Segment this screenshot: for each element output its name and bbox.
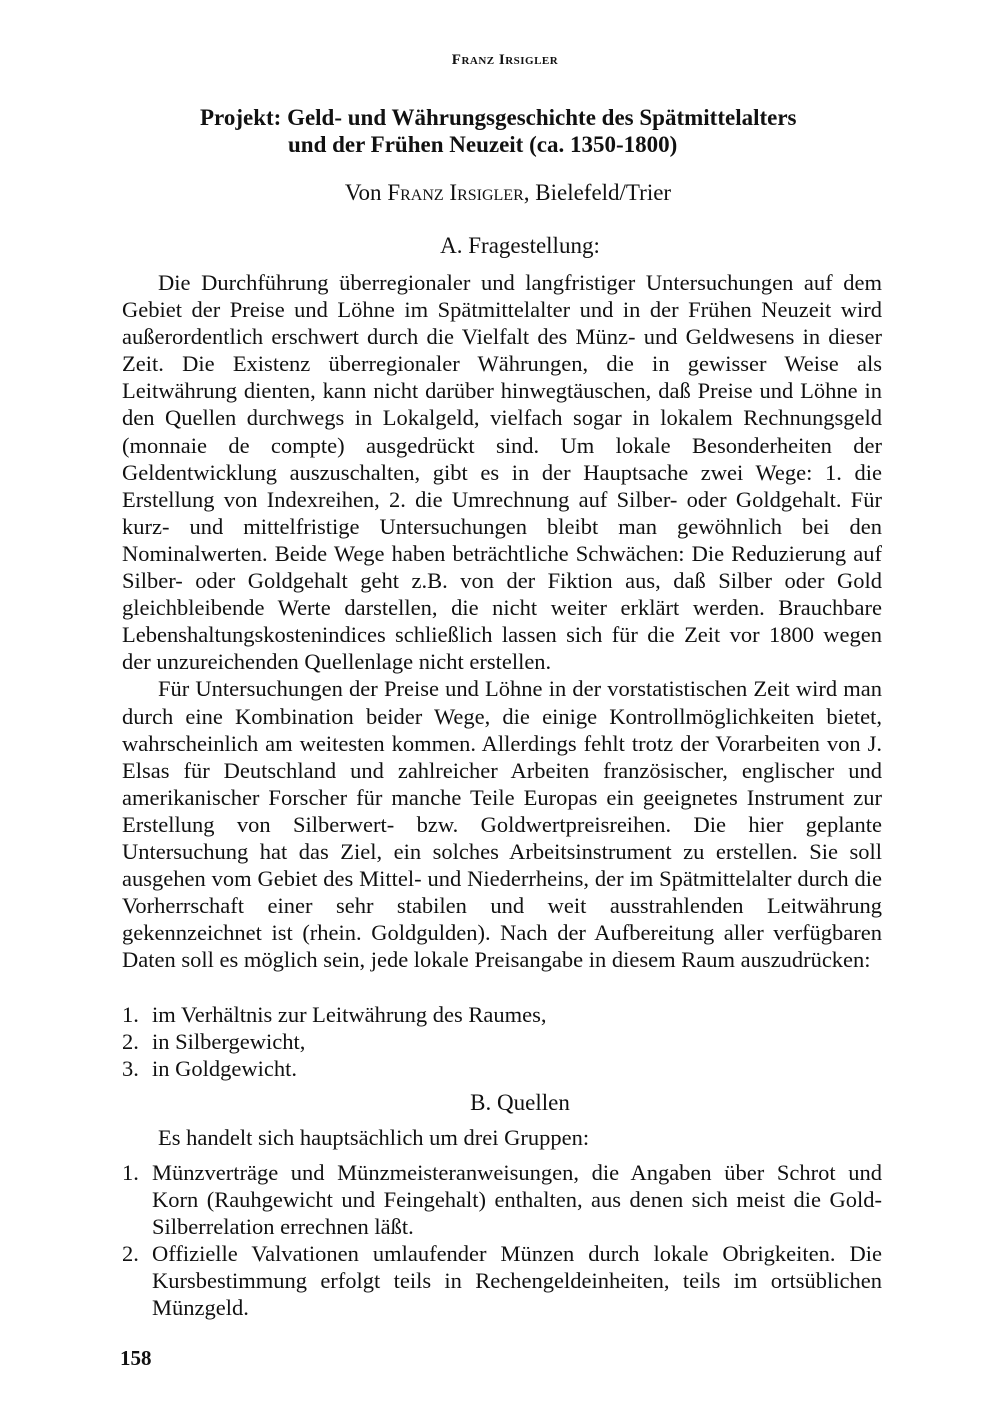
article-title (200, 104, 820, 158)
byline-author: Franz Irsigler (387, 180, 524, 205)
list-item-text: in Silbergewicht, (152, 1029, 306, 1055)
list-item-number: 1. (122, 1160, 139, 1185)
running-head: Franz Irsigler (451, 52, 559, 68)
paragraph: Für Untersuchungen der Preise und Löhne in der vorstatistischen Zeit wird man durch eine Kombination beider Wege, die einige Kontrollmöglichkeiten bietet, wahrscheinlich am weitesten kommen. Allerdings fehlt trotz der Vorarbeiten von J. Elsas für Deutschland und zahlreicher Arbeiten französischer, englischer und amerikanischer Forscher für manche Teile Europas ein geeignetes Instrument zur Erstellung von Silberwert- bzw. Goldwertpreisreihen. Die hier geplante Untersuchung hat das Ziel, ein solches Arbeitsinstrument zu erstellen. Sie soll ausgehen vom Gebiet des Mittel- und Niederrheins, der im Spätmittelalter durch die Vorherrschaft einer sehr stabilen und weit ausstrahlenden Leitwährung gekennzeichnet ist (rhein. Goldgulden). Nach der Aufbereitung aller verfügbaren Daten soll es möglich sein, jede lokale Preisangabe in diesem Raum auszudrücken: (122, 676, 882, 973)
page-number: 158 (120, 1346, 152, 1370)
list-item-number: 1. (122, 1002, 139, 1027)
section-heading-a: A. Fragestellung: (440, 233, 600, 258)
list-item-text: Offizielle Valvationen umlaufender Münzen durch lokale Obrigkeiten. Die Kursbestimmung erfolgt teils in Rechengeldeinheiten, teils im ortsüblichen Münzgeld. (152, 1241, 882, 1321)
section-b-list (122, 1159, 882, 1322)
list-item-text: in Goldgewicht. (152, 1056, 297, 1082)
byline (0, 180, 1000, 206)
list-item-number: 3. (122, 1056, 139, 1082)
list-item-text: im Verhältnis zur Leitwährung des Raumes, (152, 1002, 547, 1027)
list-item (122, 1055, 882, 1082)
list-item (122, 1001, 882, 1028)
section-heading-b: B. Quellen (470, 1090, 570, 1115)
list-item (122, 1159, 882, 1240)
paragraph: Die Durchführung überregionaler und langfristiger Untersuchungen auf dem Gebiet der Preise und Löhne im Spätmittelalter und in der Frühen Neuzeit wird außerordentlich erschwert durch die Vielfalt des Münz- und Geldwesens in dieser Zeit. Die Existenz überregionaler Währungen, die in gewisser Weise als Leitwährung dienten, kann nicht darüber hinwegtäuschen, daß Preise und Löhne in den Quellen durchwegs in Lokalgeld, vielfach sogar in lokalem Rechnungsgeld (monnaie de compte) ausgedrückt sind. Um lokale Besonderheiten der Geldentwicklung auszuschalten, gibt es in der Hauptsache zwei Wege: 1. die Erstellung von Indexreihen, 2. die Umrechnung auf Silber- oder Goldgehalt. Für kurz- und mittelfristige Untersuchungen bleibt man gewöhnlich bei den Nominalwerten. Beide Wege haben beträchtliche Schwächen: Die Reduzierung auf Silber- oder Goldgehalt geht z.B. von der Fiktion aus, daß Silber oder Gold gleichbleibende Werte darstellen, die nicht weiter erklärt werden. Brauchbare Lebenshaltungskostenindices schließlich lassen sich für die Zeit vor 1800 wegen der unzureichenden Quellenlage nicht erstellen. (122, 270, 882, 675)
section-b-intro: Es handelt sich hauptsächlich um drei Gruppen: (158, 1125, 590, 1150)
list-item-number: 2. (122, 1029, 139, 1055)
list-item-text: Münzverträge und Münzmeisteranweisungen, die Angaben über Schrot und Korn (Rauhgewicht und Feingehalt) enthalten, aus denen sich meist die Gold-Silberrelation errechnen läßt. (152, 1160, 882, 1240)
title-line-2: und der Frühen Neuzeit (ca. 1350-1800) (288, 132, 678, 157)
list-item (122, 1240, 882, 1321)
section-a-body (122, 269, 882, 973)
byline-prefix: Von (344, 180, 382, 205)
title-line-1: Projekt: Geld- und Währungsgeschichte des Spätmittelalters (200, 105, 797, 130)
list-item (122, 1028, 882, 1055)
list-item-number: 2. (122, 1241, 139, 1267)
section-a-list (122, 1001, 882, 1082)
byline-place: , Bielefeld/Trier (523, 180, 672, 205)
